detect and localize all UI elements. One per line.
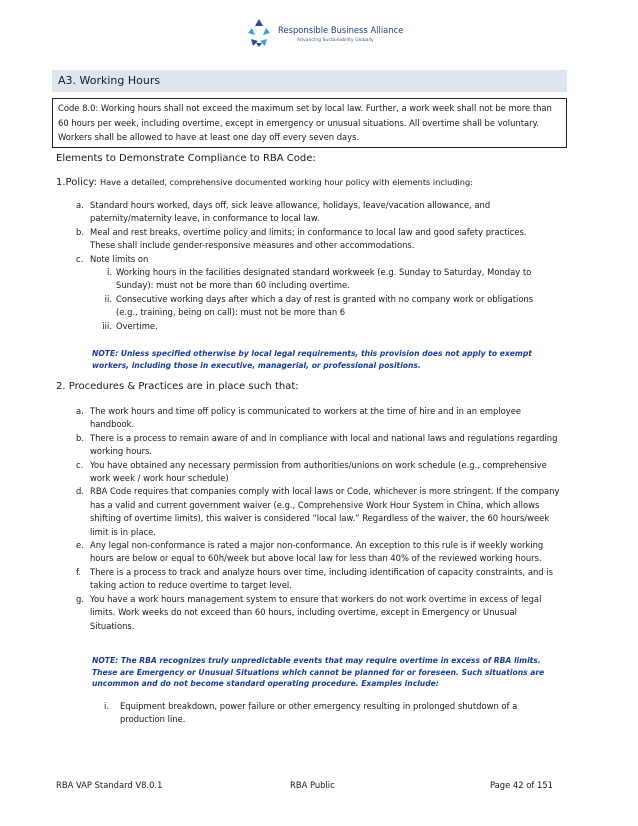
- list-item: [62, 459, 560, 486]
- list-item: [62, 593, 560, 633]
- list-marker: a.: [76, 200, 84, 210]
- list-item-text: Working hours in the facilities designated standard workweek (e.g. Sunday to Saturday, Monday to Sunday): must not be more than 60 including overtime.: [116, 267, 532, 291]
- list-item: [90, 320, 552, 333]
- policy-number: 1.: [56, 177, 66, 188]
- rba-logo-mark-icon: [242, 17, 276, 51]
- list-item: [62, 253, 552, 333]
- list-marker: a.: [76, 406, 84, 416]
- list-marker: d.: [76, 486, 84, 497]
- rba-logo: [242, 17, 402, 51]
- list-marker: g.: [76, 593, 84, 604]
- list-marker: b.: [76, 432, 84, 443]
- list-item-text: Equipment breakdown, power failure or other emergency resulting in prolonged shutdown of a production line.: [120, 701, 518, 725]
- list-marker: ii.: [104, 293, 112, 304]
- list-marker: f.: [76, 566, 82, 577]
- list-item-text: Meal and rest breaks, overtime policy and limits; in conformance to local law and good safety practices. These shall include gender-responsive measures and other accommodations.: [90, 226, 527, 251]
- list-marker: i.: [104, 701, 109, 711]
- list-item: [90, 293, 552, 320]
- list-item-text: There is a process to remain aware of and in compliance with local and national laws and regulations regarding working hours.: [90, 432, 558, 457]
- section-title: A3. Working Hours: [52, 70, 567, 92]
- footer-page-number: Page 42 of 151: [490, 780, 553, 790]
- list-item-text: Standard hours worked, days off, sick leave allowance, holidays, leave/vacation allowance, and paternity/maternity leave, in conformance to local law.: [90, 200, 491, 224]
- policy-heading: [56, 175, 473, 190]
- list-item-text: You have obtained any necessary permission from authorities/unions on work schedule (e.g., comprehensive work week / work hour schedule): [90, 459, 547, 484]
- footer-doc-version: RBA VAP Standard V8.0.1: [56, 780, 163, 790]
- list-marker: c.: [76, 459, 84, 470]
- list-item: [90, 700, 560, 727]
- list-item: [62, 485, 560, 539]
- list-item: [62, 539, 560, 566]
- list-item-text: You have a work hours management system to ensure that workers do not work overtime in excess of legal limits. Work weeks do not exceed than 60 hours, including overtime, except in Emergency or Unusual Situations.: [90, 593, 542, 631]
- policy-sublist: [90, 266, 552, 333]
- list-item: [62, 226, 552, 253]
- list-item: [62, 432, 560, 459]
- procedures-note: NOTE: The RBA recognizes truly unpredictable events that may require overtime in excess of RBA limits. These are Emergency or Unusual Situations which cannot be planned for or foreseen. Such situations are uncommon and do not become standard operating procedure. Examples include:: [92, 656, 545, 688]
- policy-description: Have a detailed, comprehensive documented working hour policy with elements including:: [99, 177, 473, 187]
- examples-list: [90, 700, 560, 727]
- policy-title: Policy:: [65, 177, 97, 188]
- policy-note: NOTE: Unless specified otherwise by local legal requirements, this provision does not apply to exempt workers, including those in executive, managerial, or professional positions.: [92, 349, 532, 370]
- list-item: [62, 199, 552, 226]
- list-item-text: Any legal non-conformance is rated a major non-conformance. An exception to this rule is if weekly working hours are below or equal to 60h/week but above local law for less than 40% of the reviewed working hours.: [90, 540, 544, 564]
- list-item-text: Consecutive working days after which a day of rest is granted with no company work or obligations (e.g., training, being on call): must not be more than 6: [116, 293, 534, 318]
- list-item: [90, 266, 552, 293]
- list-marker: c.: [76, 253, 84, 264]
- policy-list: [62, 199, 552, 333]
- list-item: [62, 405, 560, 432]
- logo-name: Responsible Business Alliance: [278, 25, 404, 35]
- procedures-list: [62, 405, 560, 633]
- list-item-text: RBA Code requires that companies comply with local laws or Code, whichever is more stringent. If the company has a valid and current government waiver (e.g., Comprehensive Work Hour System in China, which allows shifting of overtime limits), this waiver is considered “local law.” Regardless of the waiver, the 60 hours/week limit is in place.: [90, 486, 560, 537]
- procedures-heading: 2. Procedures & Practices are in place such that:: [56, 381, 299, 392]
- footer-classification: RBA Public: [290, 780, 335, 790]
- list-item-text: The work hours and time off policy is communicated to workers at the time of hire and in an employee handbook.: [90, 406, 522, 430]
- list-item-text: There is a process to track and analyze hours over time, including identification of capacity constraints, and is taking action to reduce overtime to target level.: [90, 566, 553, 591]
- elements-heading: Elements to Demonstrate Compliance to RBA Code:: [56, 153, 316, 164]
- list-marker: e.: [76, 540, 84, 551]
- list-item-text: Note limits on: [90, 253, 149, 264]
- list-item-text: Overtime.: [116, 320, 158, 331]
- list-marker: b.: [76, 226, 84, 237]
- list-item: [62, 566, 560, 593]
- code-box: Code 8.0: Working hours shall not exceed the maximum set by local law. Further, a work week shall not be more than 60 hours per week, including overtime, except in emergency or unusual situations. All overtime shall be voluntary. Workers shall be allowed to have at least one day off every seven days.: [52, 98, 567, 148]
- logo-tagline: Advancing Sustainability Globally: [297, 38, 374, 43]
- list-marker: iii.: [102, 320, 112, 331]
- list-marker: i.: [107, 267, 112, 278]
